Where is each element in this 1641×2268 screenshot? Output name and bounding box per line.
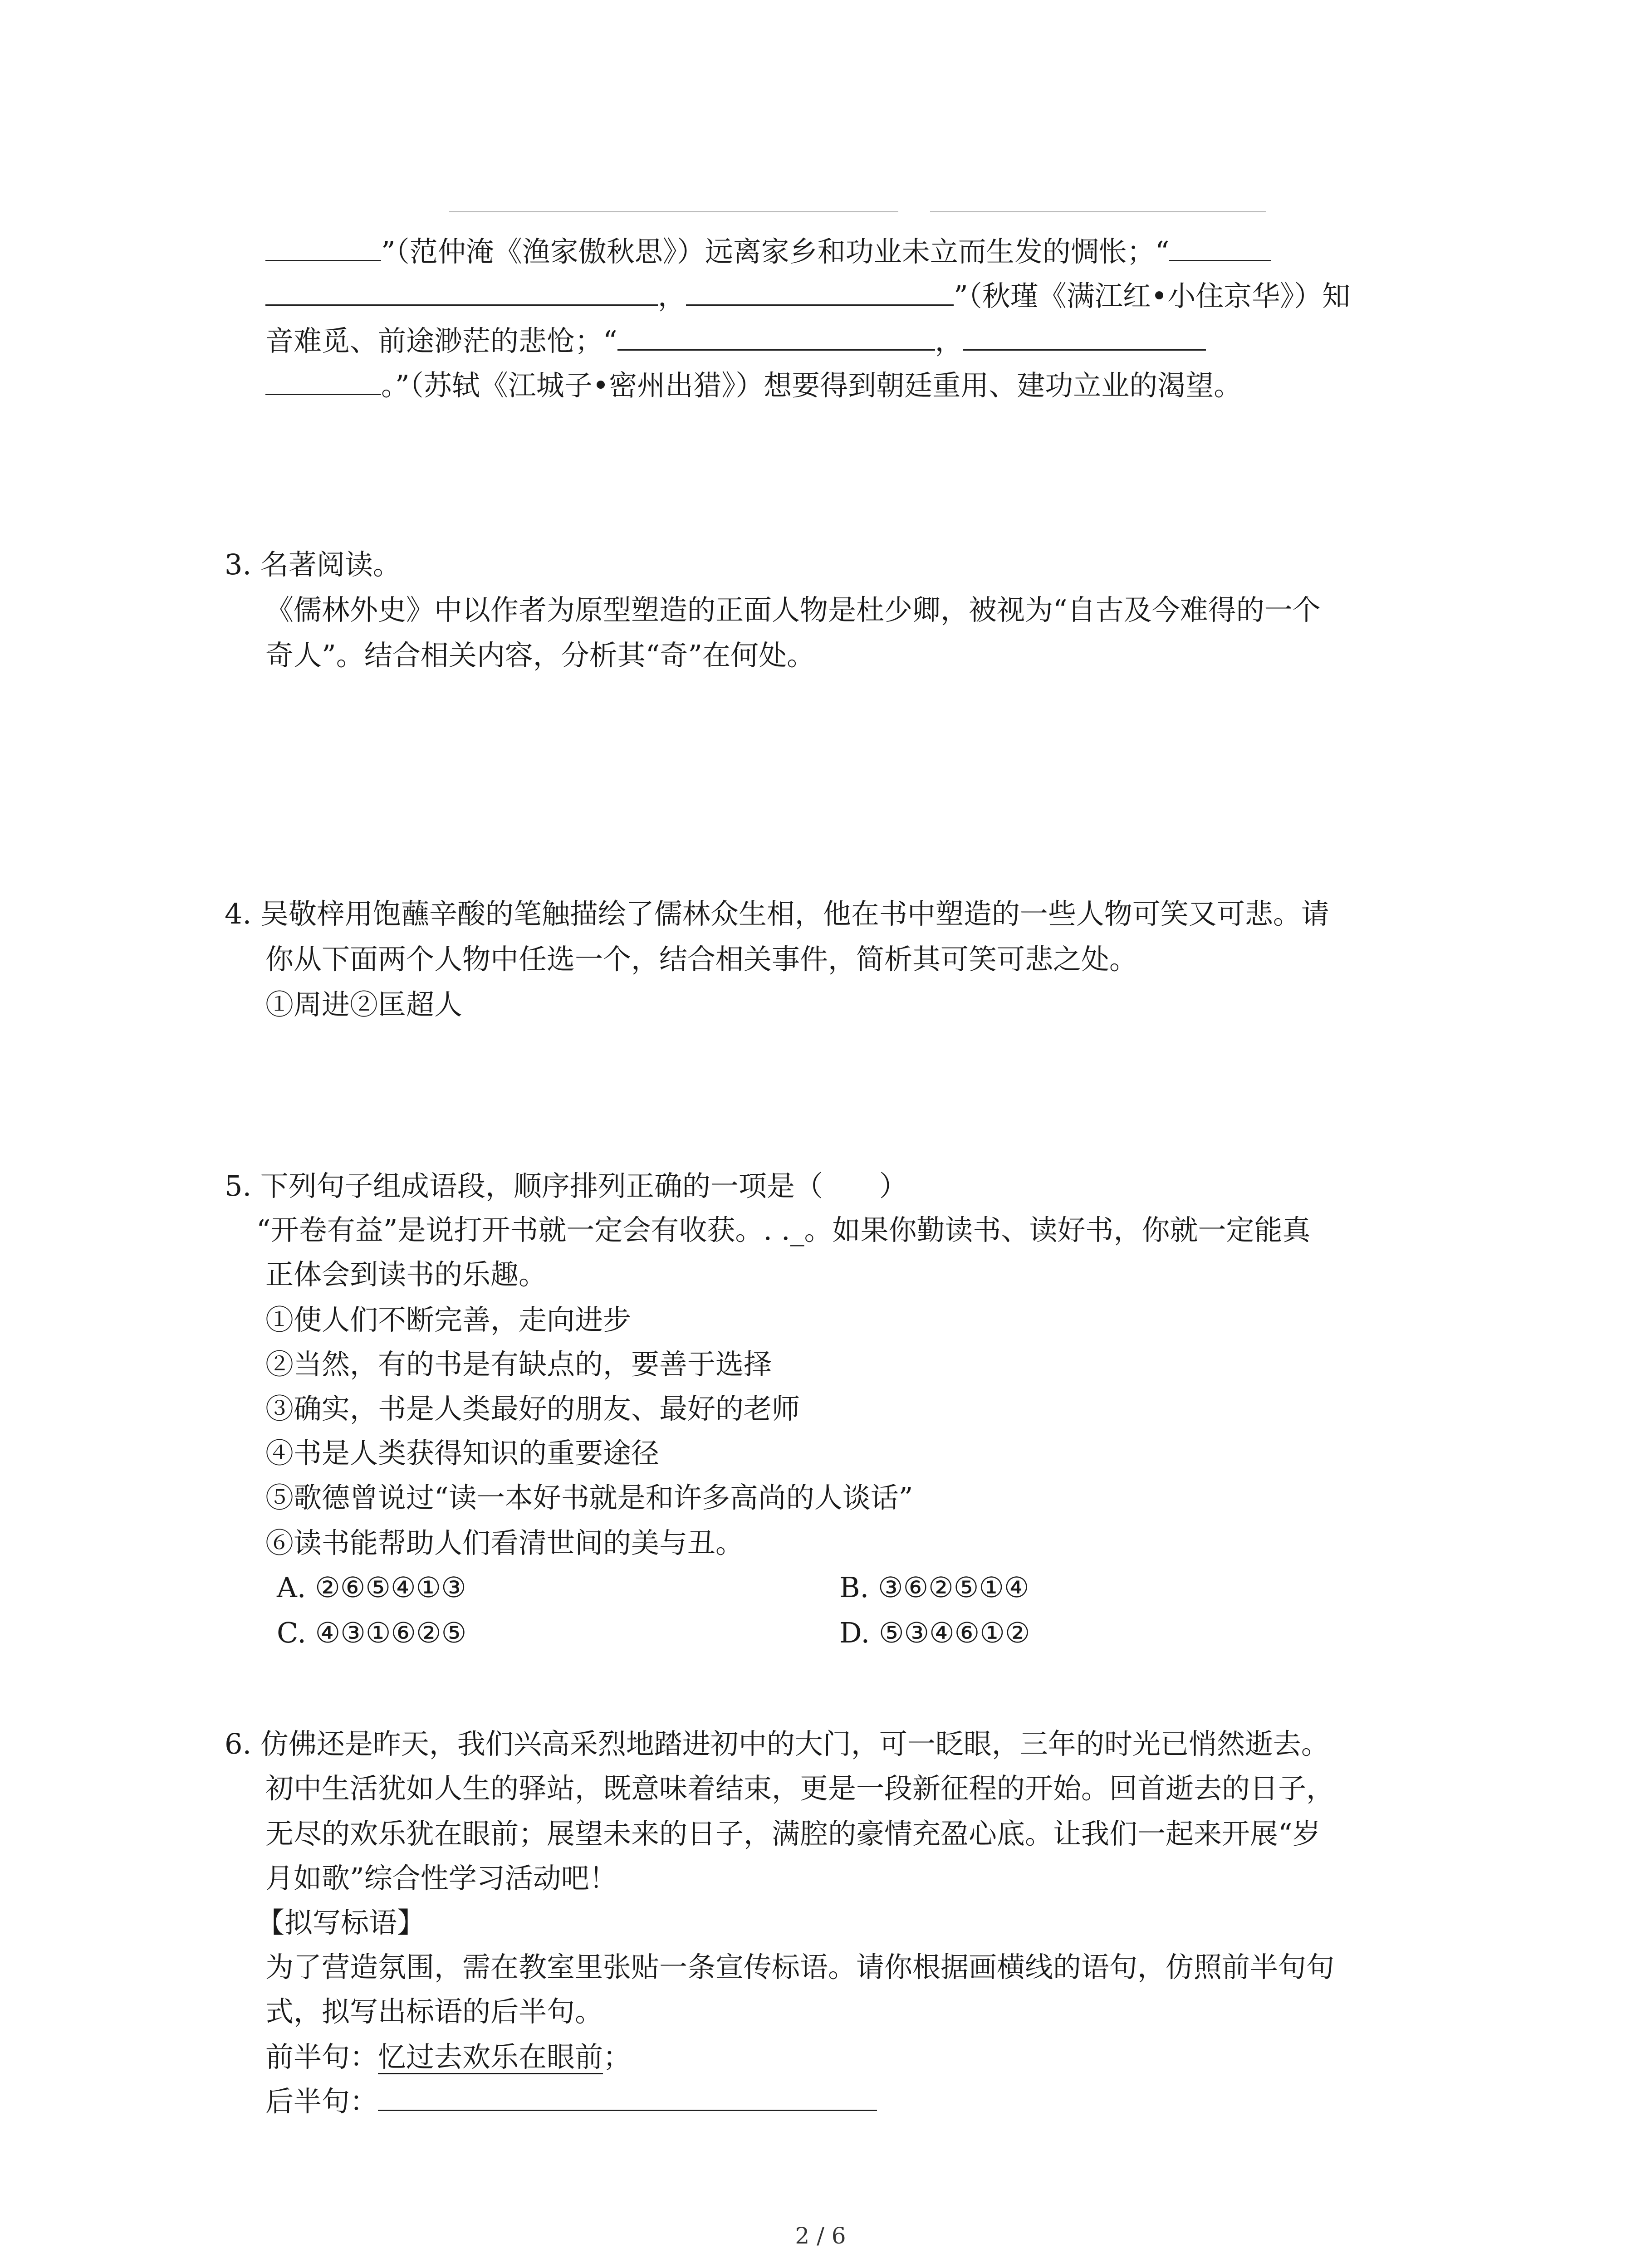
q5-item-2: ②当然，有的书是有缺点的，要善于选择 — [265, 1348, 772, 1381]
q6-text-5: 为了营造氛围，需在教室里张贴一条宣传标语。请你根据画横线的语句，仿照前半句句 — [265, 1950, 1335, 1984]
q6-text-4: 月如歌”综合性学习活动吧！ — [265, 1862, 617, 1895]
page-number: 2 / 6 — [795, 2223, 846, 2249]
top-rule-left — [449, 211, 898, 212]
q6-text-3: 无尽的欢乐犹在眼前；展望未来的日子，满腔的豪情充盈心底。让我们一起来开展“岁 — [265, 1817, 1321, 1850]
q6-front-half: 前半句：忆过去欢乐在眼前； — [265, 2040, 632, 2073]
answer-blank[interactable] — [686, 276, 954, 306]
q5-paragraph-1: “开卷有益”是说打开书就一定会有收获。. ._。如果你勤读书、读好书，你就一定能真 — [256, 1213, 1311, 1246]
answer-blank[interactable] — [617, 321, 935, 351]
q5-item-3: ③确实，书是人类最好的朋友、最好的老师 — [265, 1392, 800, 1425]
q5-paragraph-2: 正体会到读书的乐趣。 — [265, 1258, 547, 1291]
q4-text-1: 4. 吴敬梓用饱蘸辛酸的笔触描绘了儒林众生相，他在书中塑造的一些人物可笑又可悲。请 — [225, 897, 1329, 930]
top-rule-right — [930, 211, 1266, 212]
q2-line-2: ， ”（秋瑾《满江红•小住京华》）知 — [265, 274, 1350, 319]
answer-blank[interactable] — [265, 276, 658, 306]
q5-item-6: ⑥读书能帮助人们看清世间的美与丑。 — [265, 1526, 744, 1559]
q6-back-half: 后半句： — [265, 2079, 877, 2124]
q5-option-d[interactable]: D. ⑤③④⑥①② — [839, 1616, 1030, 1649]
q5-option-b[interactable]: B. ③⑥②⑤①④ — [839, 1571, 1029, 1604]
answer-blank[interactable] — [1169, 232, 1271, 261]
q5-item-1: ①使人们不断完善，走向进步 — [265, 1303, 632, 1336]
q5-stem: 5. 下列句子组成语段，顺序排列正确的一项是（ ） — [225, 1169, 907, 1202]
q3-text-1: 《儒林外史》中以作者为原型塑造的正面人物是杜少卿，被视为“自古及今难得的一个 — [265, 593, 1321, 626]
q3-text-2: 奇人”。结合相关内容，分析其“奇”在何处。 — [265, 639, 815, 672]
q2-line-1: ”（范仲淹《渔家傲秋思》）远离家乡和功业未立而生发的惆怅；“ — [265, 229, 1271, 274]
answer-blank[interactable] — [378, 2082, 877, 2111]
underlined-phrase: 忆过去欢乐在眼前 — [378, 2040, 603, 2073]
q4-text-2: 你从下面两个人物中任选一个，结合相关事件，简析其可笑可悲之处。 — [265, 943, 1138, 976]
answer-blank[interactable] — [265, 366, 381, 395]
q4-text-3: ①周进②匡超人 — [265, 988, 463, 1021]
q2-line-3: 音难觅、前途渺茫的悲怆；“ ， — [265, 318, 1206, 364]
q5-option-c[interactable]: C. ④③①⑥②⑤ — [277, 1616, 467, 1649]
q5-item-4: ④书是人类获得知识的重要途径 — [265, 1437, 660, 1470]
answer-blank[interactable] — [265, 232, 381, 261]
q2-line-4: 。”（苏轼《江城子•密州出猎》）想要得到朝廷重用、建功立业的渴望。 — [265, 363, 1242, 408]
q5-item-5: ⑤歌德曾说过“读一本好书就是和许多高尚的人谈话” — [265, 1481, 913, 1514]
q6-text-1: 6. 仿佛还是昨天，我们兴高采烈地踏进初中的大门，可一眨眼，三年的时光已悄然逝去。 — [225, 1727, 1329, 1760]
answer-blank[interactable] — [963, 321, 1206, 351]
q6-text-2: 初中生活犹如人生的驿站，既意味着结束，更是一段新征程的开始。回首逝去的日子， — [265, 1772, 1335, 1805]
q6-section-heading: 【拟写标语】 — [256, 1906, 426, 1939]
q3-title: 3. 名著阅读。 — [225, 548, 401, 581]
q5-option-a[interactable]: A. ②⑥⑤④①③ — [277, 1571, 466, 1604]
q6-text-6: 式，拟写出标语的后半句。 — [265, 1995, 603, 2028]
